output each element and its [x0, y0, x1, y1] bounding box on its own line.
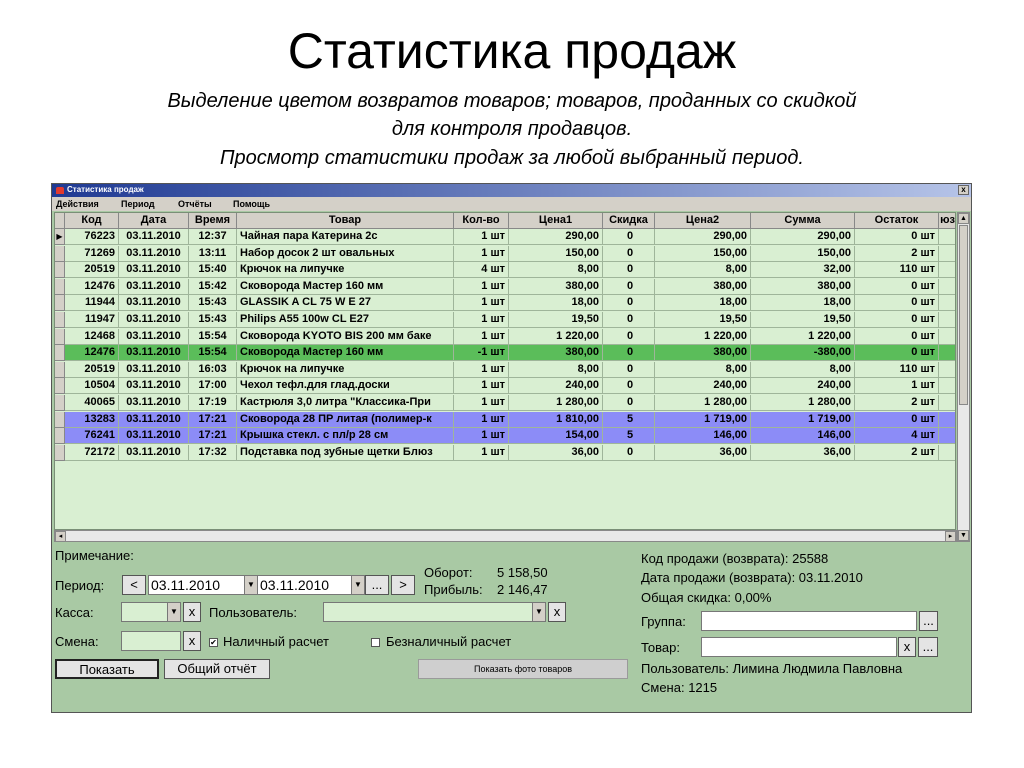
table-row[interactable]	[55, 279, 956, 295]
cell-price1: 8,00	[509, 362, 603, 378]
kassa-label: Касса:	[55, 605, 94, 620]
table-row[interactable]	[55, 395, 956, 411]
kassa-clear-button[interactable]: x	[183, 602, 201, 622]
cell-price1: 18,00	[509, 295, 603, 311]
cell-price2: 150,00	[655, 246, 751, 262]
item-input[interactable]	[701, 637, 897, 657]
item-label: Товар:	[641, 640, 680, 655]
table-row[interactable]	[55, 428, 956, 444]
close-button[interactable]: x	[958, 185, 969, 195]
user-clear-button[interactable]: x	[548, 602, 566, 622]
cell-sum: 1 719,00	[751, 412, 855, 428]
cell-sum: 290,00	[751, 229, 855, 245]
col-time[interactable]: Время	[189, 213, 237, 229]
cell-time: 15:43	[189, 312, 237, 328]
window-title: Статистика продаж	[67, 185, 144, 194]
show-photos-button[interactable]: Показать фото товаров	[418, 659, 628, 679]
cell-price1: 8,00	[509, 262, 603, 278]
row-indicator[interactable]	[55, 445, 65, 461]
cell-qty: 1 шт	[454, 279, 509, 295]
cell-date: 03.11.2010	[119, 295, 189, 311]
menu-reports[interactable]: Отчёты	[178, 199, 212, 209]
cell-time: 15:42	[189, 279, 237, 295]
cell-time: 15:40	[189, 262, 237, 278]
cell-price2: 18,00	[655, 295, 751, 311]
table-row[interactable]	[55, 329, 956, 345]
window-titlebar[interactable]	[52, 184, 971, 197]
app-icon	[56, 187, 64, 194]
row-indicator[interactable]	[55, 428, 65, 444]
sale-code-info: Код продажи (возврата): 25588	[641, 551, 829, 566]
table-row[interactable]	[55, 445, 956, 461]
scroll-thumb[interactable]	[959, 225, 968, 405]
cell-qty: 1 шт	[454, 412, 509, 428]
cell-price1: 36,00	[509, 445, 603, 461]
cell-sum: 32,00	[751, 262, 855, 278]
cell-sum: 1 220,00	[751, 329, 855, 345]
cell-time: 17:32	[189, 445, 237, 461]
cell-disc: 0	[603, 246, 655, 262]
cell-price2: 8,00	[655, 362, 751, 378]
grid-header	[55, 213, 956, 229]
cell-rest: 0 шт	[855, 295, 939, 311]
col-sum[interactable]: Сумма	[751, 213, 855, 229]
cell-item: Сковорода Мастер 160 мм	[237, 345, 454, 361]
sales-stats-window	[51, 183, 972, 713]
col-price1[interactable]: Цена1	[509, 213, 603, 229]
cell-rest: 0 шт	[855, 345, 939, 361]
cell-sum: -380,00	[751, 345, 855, 361]
table-row[interactable]	[55, 345, 956, 361]
cell-price1: 380,00	[509, 279, 603, 295]
menu-help[interactable]: Помощь	[233, 199, 271, 209]
row-indicator[interactable]	[55, 345, 65, 361]
cell-code: 11944	[65, 295, 119, 311]
cell-rest: 1 шт	[855, 378, 939, 394]
cell-sum: 36,00	[751, 445, 855, 461]
cell-item: Philips A55 100w CL E27	[237, 312, 454, 328]
row-indicator[interactable]	[55, 279, 65, 295]
cell-user	[939, 445, 956, 461]
cell-price1: 240,00	[509, 378, 603, 394]
chevron-down-icon[interactable]: ▼	[244, 576, 257, 594]
noncash-label: Безналичный расчет	[386, 634, 512, 649]
table-row[interactable]	[55, 229, 956, 245]
cell-disc: 0	[603, 378, 655, 394]
row-indicator[interactable]	[55, 312, 65, 328]
cell-date: 03.11.2010	[119, 279, 189, 295]
cell-price1: 290,00	[509, 229, 603, 245]
cell-date: 03.11.2010	[119, 345, 189, 361]
cell-price1: 1 810,00	[509, 412, 603, 428]
cell-user	[939, 428, 956, 444]
cell-rest: 2 шт	[855, 445, 939, 461]
cell-rest: 0 шт	[855, 329, 939, 345]
cell-price1: 380,00	[509, 345, 603, 361]
cell-price1: 150,00	[509, 246, 603, 262]
col-rest[interactable]: Остаток	[855, 213, 939, 229]
cell-code: 20519	[65, 262, 119, 278]
cell-price1: 19,50	[509, 312, 603, 328]
col-code[interactable]: Код	[65, 213, 119, 229]
cell-code: 72172	[65, 445, 119, 461]
shift-input[interactable]	[121, 631, 181, 651]
cell-sum: 150,00	[751, 246, 855, 262]
table-row[interactable]	[55, 412, 956, 428]
cell-code: 76241	[65, 428, 119, 444]
cell-date: 03.11.2010	[119, 412, 189, 428]
cell-disc: 0	[603, 262, 655, 278]
cell-qty: 1 шт	[454, 329, 509, 345]
col-item[interactable]: Товар	[237, 213, 454, 229]
menu-actions[interactable]: Действия	[56, 199, 99, 209]
table-row[interactable]	[55, 246, 956, 262]
cell-disc: 0	[603, 445, 655, 461]
cell-code: 13283	[65, 412, 119, 428]
cell-price2: 1 220,00	[655, 329, 751, 345]
cell-user	[939, 279, 956, 295]
row-indicator[interactable]	[55, 362, 65, 378]
group-more-button[interactable]: ...	[919, 611, 938, 631]
cell-disc: 0	[603, 295, 655, 311]
cell-price2: 19,50	[655, 312, 751, 328]
shift-clear-button[interactable]: x	[183, 631, 201, 651]
sales-grid[interactable]	[54, 212, 956, 530]
cell-qty: 4 шт	[454, 262, 509, 278]
slide-subtitle-line1: Выделение цветом возвратов товаров; товаров, проданных со скидкой	[167, 90, 857, 112]
cell-date: 03.11.2010	[119, 229, 189, 245]
cell-date: 03.11.2010	[119, 262, 189, 278]
cell-time: 17:21	[189, 412, 237, 428]
user-select[interactable]	[323, 602, 546, 622]
turnover-value: 5 158,50	[497, 565, 548, 580]
cell-rest: 110 шт	[855, 362, 939, 378]
cell-time: 15:43	[189, 295, 237, 311]
cell-date: 03.11.2010	[119, 395, 189, 411]
cell-time: 12:37	[189, 229, 237, 245]
cell-rest: 2 шт	[855, 246, 939, 262]
cell-date: 03.11.2010	[119, 445, 189, 461]
cell-disc: 5	[603, 412, 655, 428]
group-label: Группа:	[641, 614, 686, 629]
scroll-up-arrow-icon[interactable]: ▲	[958, 213, 969, 224]
show-button[interactable]: Показать	[55, 659, 159, 679]
cell-sum: 240,00	[751, 378, 855, 394]
cell-item: Сковорода 28 ПР литая (полимер-к	[237, 412, 454, 428]
table-row[interactable]	[55, 378, 956, 394]
cell-time: 17:19	[189, 395, 237, 411]
noncash-checkbox[interactable]	[371, 638, 380, 647]
profit-value: 2 146,47	[497, 582, 548, 597]
cell-code: 10504	[65, 378, 119, 394]
cell-qty: 1 шт	[454, 428, 509, 444]
cell-qty: 1 шт	[454, 229, 509, 245]
cell-item: Чайная пара Катерина 2с	[237, 229, 454, 245]
cell-price2: 1 280,00	[655, 395, 751, 411]
col-discount[interactable]: Скидка	[603, 213, 655, 229]
cell-qty: 1 шт	[454, 445, 509, 461]
cell-rest: 0 шт	[855, 412, 939, 428]
cell-price2: 146,00	[655, 428, 751, 444]
cell-date: 03.11.2010	[119, 362, 189, 378]
cell-item: Сковорода Мастер 160 мм	[237, 279, 454, 295]
cell-qty: 1 шт	[454, 246, 509, 262]
cell-date: 03.11.2010	[119, 246, 189, 262]
cell-rest: 0 шт	[855, 229, 939, 245]
cell-user	[939, 295, 956, 311]
cell-price1: 1 220,00	[509, 329, 603, 345]
scroll-right-arrow-icon[interactable]: ▸	[945, 531, 956, 542]
cell-disc: 0	[603, 395, 655, 411]
cell-date: 03.11.2010	[119, 428, 189, 444]
slide-subtitle-line3: Просмотр статистики продаж за любой выбранный период.	[220, 147, 804, 169]
cell-rest: 4 шт	[855, 428, 939, 444]
cell-code: 20519	[65, 362, 119, 378]
cell-disc: 0	[603, 345, 655, 361]
row-indicator[interactable]	[55, 262, 65, 278]
cell-code: 71269	[65, 246, 119, 262]
row-indicator[interactable]	[55, 295, 65, 311]
row-indicator[interactable]	[55, 246, 65, 262]
general-report-button[interactable]: Общий отчёт	[164, 659, 270, 679]
cell-sum: 146,00	[751, 428, 855, 444]
cell-time: 17:21	[189, 428, 237, 444]
col-date[interactable]: Дата	[119, 213, 189, 229]
cell-rest: 0 шт	[855, 279, 939, 295]
cell-qty: 1 шт	[454, 295, 509, 311]
col-qty[interactable]: Кол-во	[454, 213, 509, 229]
shift-info: Смена: 1215	[641, 680, 718, 695]
cell-item: GLASSIK A CL 75 W E 27	[237, 295, 454, 311]
total-discount-info: Общая скидка: 0,00%	[641, 590, 772, 605]
next-period-button[interactable]: >	[391, 575, 415, 595]
cell-item: Кастрюля 3,0 литра "Классика-При	[237, 395, 454, 411]
profit-label: Прибыль:	[424, 582, 483, 597]
cell-item: Крышка стекл. с пл/р 28 см	[237, 428, 454, 444]
cell-price2: 8,00	[655, 262, 751, 278]
cell-sum: 8,00	[751, 362, 855, 378]
cell-user	[939, 345, 956, 361]
cell-code: 12476	[65, 345, 119, 361]
date-from-value: 03.11.2010	[151, 577, 221, 593]
cell-code: 12468	[65, 329, 119, 345]
cell-disc: 0	[603, 329, 655, 345]
cell-user	[939, 329, 956, 345]
cell-user	[939, 262, 956, 278]
cell-item: Крючок на липучке	[237, 262, 454, 278]
cell-item: Чехол тефл.для глад.доски	[237, 378, 454, 394]
table-row[interactable]	[55, 312, 956, 328]
cell-qty: -1 шт	[454, 345, 509, 361]
slide-title: Статистика продаж	[287, 23, 737, 79]
cell-disc: 5	[603, 428, 655, 444]
cell-time: 13:11	[189, 246, 237, 262]
vertical-scrollbar[interactable]	[957, 212, 970, 542]
current-row-indicator-icon[interactable]: ▶	[55, 229, 65, 245]
cell-price2: 380,00	[655, 279, 751, 295]
cash-checkbox[interactable]: ✔	[210, 638, 217, 647]
cell-item: Сковорода KYOTO BIS 200 мм баке	[237, 329, 454, 345]
user-label: Пользователь:	[209, 605, 297, 620]
cell-rest: 2 шт	[855, 395, 939, 411]
slide-subtitle-line2: для контроля продавцов.	[391, 118, 633, 140]
cell-qty: 1 шт	[454, 362, 509, 378]
date-to-select[interactable]	[257, 575, 365, 595]
cell-sum: 18,00	[751, 295, 855, 311]
sale-date-info: Дата продажи (возврата): 03.11.2010	[641, 570, 863, 585]
row-indicator[interactable]	[55, 412, 65, 428]
cell-sum: 19,50	[751, 312, 855, 328]
cell-code: 12476	[65, 279, 119, 295]
cell-item: Крючок на липучке	[237, 362, 454, 378]
cell-date: 03.11.2010	[119, 378, 189, 394]
cell-disc: 0	[603, 279, 655, 295]
item-clear-button[interactable]: x	[898, 637, 916, 657]
scroll-left-arrow-icon[interactable]: ◂	[55, 531, 66, 542]
cell-disc: 0	[603, 229, 655, 245]
cell-price2: 290,00	[655, 229, 751, 245]
cell-disc: 0	[603, 312, 655, 328]
cell-user	[939, 246, 956, 262]
cell-qty: 1 шт	[454, 378, 509, 394]
turnover-label: Оборот:	[424, 565, 473, 580]
cell-user	[939, 362, 956, 378]
col-price2[interactable]: Цена2	[655, 213, 751, 229]
cell-date: 03.11.2010	[119, 329, 189, 345]
cell-price2: 1 719,00	[655, 412, 751, 428]
cell-price2: 240,00	[655, 378, 751, 394]
cell-rest: 0 шт	[855, 312, 939, 328]
chevron-down-icon[interactable]: ▼	[167, 603, 180, 621]
table-row[interactable]	[55, 295, 956, 311]
header-indicator	[55, 213, 65, 229]
scroll-down-arrow-icon[interactable]: ▼	[958, 530, 969, 541]
col-user[interactable]: юз	[939, 213, 956, 229]
cell-code: 11947	[65, 312, 119, 328]
cell-code: 76223	[65, 229, 119, 245]
cell-sum: 1 280,00	[751, 395, 855, 411]
chevron-down-icon[interactable]: ▼	[532, 603, 545, 621]
cell-price1: 154,00	[509, 428, 603, 444]
row-indicator[interactable]	[55, 395, 65, 411]
cell-user	[939, 395, 956, 411]
cell-time: 15:54	[189, 329, 237, 345]
cell-price2: 36,00	[655, 445, 751, 461]
row-indicator[interactable]	[55, 378, 65, 394]
cell-price1: 1 280,00	[509, 395, 603, 411]
cell-user	[939, 229, 956, 245]
period-label: Период:	[55, 578, 105, 593]
cell-user	[939, 412, 956, 428]
cell-item: Подставка под зубные щетки Блюз	[237, 445, 454, 461]
shift-label: Смена:	[55, 634, 99, 649]
horizontal-scrollbar[interactable]	[54, 530, 957, 542]
cell-user	[939, 312, 956, 328]
chevron-down-icon[interactable]: ▼	[351, 576, 364, 594]
cell-disc: 0	[603, 362, 655, 378]
prev-period-button[interactable]: <	[122, 575, 146, 595]
kassa-select[interactable]	[121, 602, 181, 622]
menu-bar	[52, 197, 971, 211]
cell-qty: 1 шт	[454, 312, 509, 328]
table-row[interactable]	[55, 262, 956, 278]
row-indicator[interactable]	[55, 329, 65, 345]
group-input[interactable]	[701, 611, 917, 631]
item-more-button[interactable]: ...	[918, 637, 938, 657]
cell-sum: 380,00	[751, 279, 855, 295]
cell-code: 40065	[65, 395, 119, 411]
cell-time: 15:54	[189, 345, 237, 361]
period-more-button[interactable]: ...	[365, 575, 389, 595]
cell-qty: 1 шт	[454, 395, 509, 411]
cell-rest: 110 шт	[855, 262, 939, 278]
menu-period[interactable]: Период	[121, 199, 155, 209]
date-to-value: 03.11.2010	[260, 577, 330, 593]
cell-time: 17:00	[189, 378, 237, 394]
cell-item: Набор досок 2 шт овальных	[237, 246, 454, 262]
cell-time: 16:03	[189, 362, 237, 378]
cash-label: Наличный расчет	[223, 634, 329, 649]
date-from-select[interactable]	[148, 575, 258, 595]
cell-user	[939, 378, 956, 394]
cell-price2: 380,00	[655, 345, 751, 361]
cell-date: 03.11.2010	[119, 312, 189, 328]
user-info: Пользователь: Лимина Людмила Павловна	[641, 661, 903, 676]
note-label: Примечание:	[55, 548, 134, 563]
table-row[interactable]	[55, 362, 956, 378]
